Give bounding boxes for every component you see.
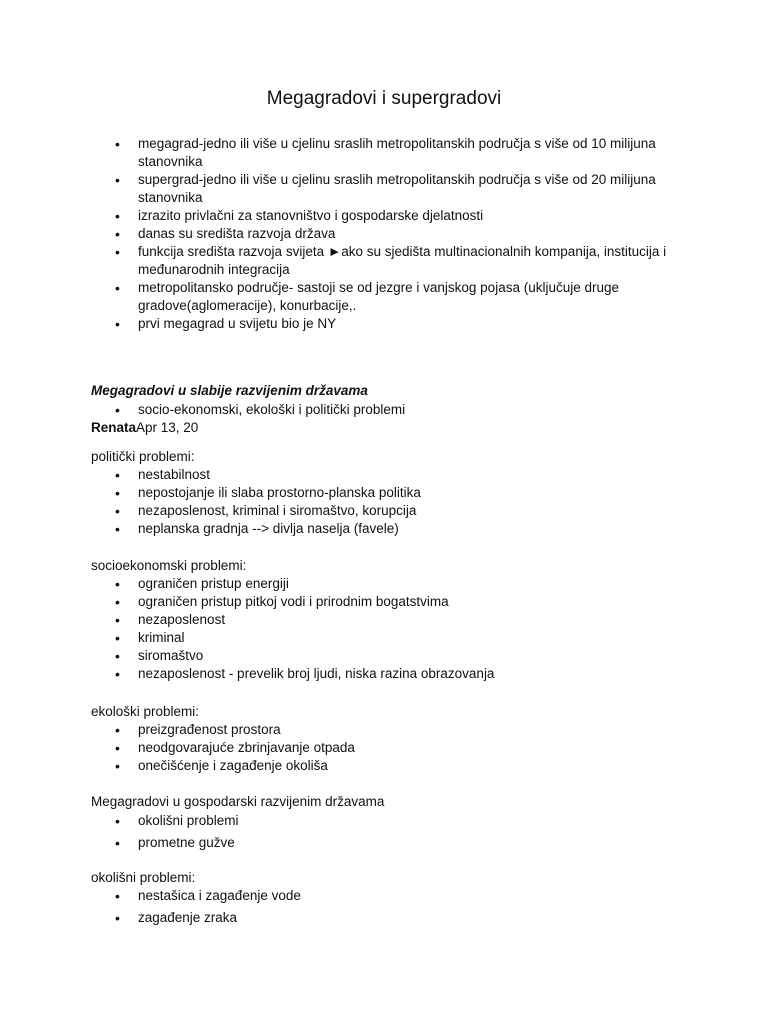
- list-item: • danas su središta razvoja država: [0, 225, 678, 243]
- section-heading-political: politički problemi:: [91, 449, 195, 464]
- section-heading-developing: Megagradovi u slabije razvijenim državama: [91, 383, 368, 398]
- ecological-list: [0, 721, 678, 775]
- list-item: • supergrad-jedno ili više u cjelinu sraslih metropolitanskih područja s više od 20 milijuna stanovnika: [0, 171, 678, 207]
- list-item: • prometne gužve: [0, 834, 678, 852]
- developing-list: [0, 401, 678, 419]
- developed-list: [0, 812, 678, 856]
- list-item: • onečišćenje i zagađenje okoliša: [0, 757, 678, 775]
- list-item: • neplanska gradnja --> divlja naselja (favele): [0, 520, 678, 538]
- list-item: • preizgrađenost prostora: [0, 721, 678, 739]
- political-list: [0, 466, 678, 538]
- list-item: • nezaposlenost, kriminal i siromaštvo, korupcija: [0, 502, 678, 520]
- list-item: • nepostojanje ili slaba prostorno-planska politika: [0, 484, 678, 502]
- section-heading-ecological: ekološki problemi:: [91, 704, 200, 719]
- socioeconomic-list: [0, 575, 678, 683]
- list-item: • kriminal: [0, 629, 678, 647]
- comment-author: Renata: [91, 420, 137, 435]
- section-heading-socioeconomic: socioekonomski problemi:: [91, 558, 247, 573]
- list-item: • socio-ekonomski, ekološki i politički problemi: [0, 401, 678, 419]
- list-item: • nezaposlenost: [0, 611, 678, 629]
- environmental-list: [0, 887, 678, 931]
- comment-date: Apr 13, 20: [136, 420, 199, 435]
- list-item: • nezaposlenost - prevelik broj ljudi, niska razina obrazovanja: [0, 665, 678, 683]
- list-item: • siromaštvo: [0, 647, 678, 665]
- section-heading-developed: Megagradovi u gospodarski razvijenim državama: [91, 794, 385, 809]
- comment-meta: [91, 419, 198, 437]
- list-item: • megagrad-jedno ili više u cjelinu sraslih metropolitanskih područja s više od 10 milijuna stanovnika: [0, 135, 678, 171]
- list-item: • ograničen pristup pitkoj vodi i prirodnim bogatstvima: [0, 593, 678, 611]
- list-item: • prvi megagrad u svijetu bio je NY: [0, 315, 678, 333]
- page-title: Megagradovi i supergradovi: [266, 88, 502, 109]
- list-item: • okolišni problemi: [0, 812, 678, 830]
- list-item: • ograničen pristup energiji: [0, 575, 678, 593]
- list-item: • izrazito privlačni za stanovništvo i gospodarske djelatnosti: [0, 207, 678, 225]
- list-item: • nestašica i zagađenje vode: [0, 887, 678, 905]
- intro-list: [0, 135, 678, 333]
- list-item: • funkcija središta razvoja svijeta ►ako su sjedišta multinacionalnih kompanija, institucija i međunarodnih integracija: [0, 243, 678, 279]
- list-item: • metropolitansko područje- sastoji se od jezgre i vanjskog pojasa (uključuje druge gradove(aglomeracije), konurbacije,.: [0, 279, 678, 315]
- list-item: • zagađenje zraka: [0, 909, 678, 927]
- list-item: • nestabilnost: [0, 466, 678, 484]
- list-item: • neodgovarajuće zbrinjavanje otpada: [0, 739, 678, 757]
- section-heading-environmental: okolišni problemi:: [91, 870, 196, 885]
